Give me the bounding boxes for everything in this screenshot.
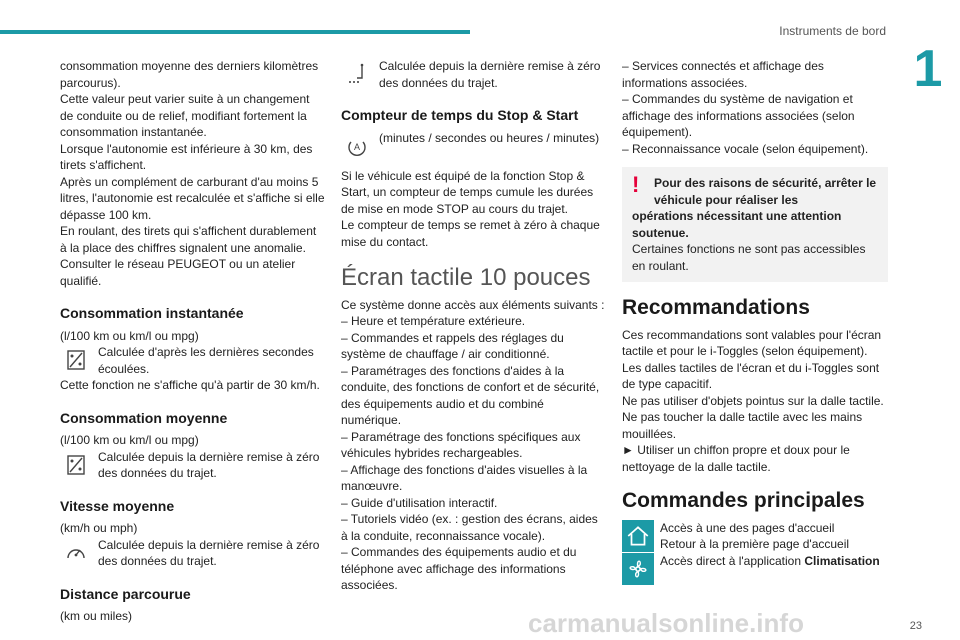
- icon-row: [622, 553, 888, 585]
- paragraph: ► Utiliser un chiffon propre et doux pour le nettoyage de la dalle tactile.: [622, 443, 850, 474]
- warning-heading: [632, 172, 878, 208]
- icon-row: [341, 130, 607, 162]
- home-line-2: Retour à la première page d'accueil: [660, 537, 850, 551]
- home-icon: [622, 520, 654, 552]
- clim-bold: Climatisation: [804, 553, 880, 568]
- icon-row: [60, 344, 326, 377]
- home-line-1: Accès à une des pages d'accueil: [660, 520, 835, 535]
- unit-text: (l/100 km ou km/l ou mpg): [60, 433, 199, 447]
- paragraph: Les dalles tactiles de l'écran et du i-Toggles sont de type capacitif.: [622, 360, 880, 391]
- icon-row: [341, 58, 607, 91]
- header-accent-bar: [0, 30, 470, 34]
- paragraph: Lorsque l'autonomie est inférieure à 30 km, des tirets s'affichent.: [60, 141, 313, 172]
- running-title: Instruments de bord: [779, 24, 886, 38]
- list-item: – Commandes du système de navigation et affichage des informations associées (selon équipement).: [622, 92, 855, 139]
- clim-prefix: Accès direct à l'application: [660, 553, 805, 568]
- paragraph: Cette valeur peut varier suite à un changement de conduite ou de relief, modifiant fortement la consommation instantanée.: [60, 92, 310, 139]
- icon-row: [60, 449, 326, 482]
- list-item: – Paramétrages des fonctions d'aides à la conduite, des fonctions de confort et de sécurité, des équipements audio et du combiné numérique.: [341, 363, 600, 427]
- column-1: [60, 58, 326, 625]
- paragraph: Le compteur de temps se remet à zéro à chaque mise du contact.: [341, 218, 600, 249]
- exclamation-icon: !: [632, 172, 640, 197]
- paragraph: En roulant, des tirets qui s'affichent durablement à la place des chiffres signalent une anomalie. Consulter le réseau PEUGEOT ou un atelier qualifié.: [60, 224, 317, 288]
- list-item: – Heure et température extérieure.: [341, 314, 526, 328]
- paragraph: Ne pas toucher la dalle tactile avec les mains mouillées.: [622, 410, 863, 441]
- warning-text: Certaines fonctions ne sont pas accessibles en roulant.: [632, 242, 866, 273]
- icon-row: [60, 537, 326, 570]
- list-item: – Commandes des équipements audio et du téléphone avec affichage des informations associées.: [341, 545, 577, 592]
- paragraph: consommation moyenne des derniers kilomètres parcourus).: [60, 59, 319, 90]
- column-3: [622, 58, 888, 585]
- description: Calculée d'après les dernières secondes écoulées.: [98, 345, 314, 376]
- unit-text: (km/h ou mph): [60, 521, 138, 535]
- description: [660, 553, 888, 570]
- fuel-consumption-icon: [60, 449, 92, 481]
- list-item: – Services connectés et affichage des informations associées.: [622, 59, 824, 90]
- list-item: – Tutoriels vidéo (ex. : gestion des écrans, aides à la conduite, reconnaissance vocale).: [341, 512, 598, 543]
- page-number: 23: [909, 620, 922, 632]
- section-title-stop-start: Compteur de temps du Stop & Start: [341, 107, 579, 123]
- warning-bold-continued: opérations nécessitant une attention soutenue.: [632, 209, 842, 240]
- watermark: carmanualsonline.info: [528, 608, 804, 638]
- paragraph: Après un complément de carburant d'au moins 5 litres, l'autonomie est recalculée et s'affiche si elle dépasse 100 km.: [60, 174, 325, 222]
- description: Calculée depuis la dernière remise à zéro des données du trajet.: [379, 59, 601, 90]
- warning-bold-line: Pour des raisons de sécurité, arrêter le véhicule pour réaliser les: [654, 176, 877, 207]
- column-2: [341, 58, 607, 594]
- section-title-touchscreen: Écran tactile 10 pouces: [341, 264, 591, 291]
- list-item: – Guide d'utilisation interactif.: [341, 495, 498, 510]
- icon-row: [622, 520, 888, 553]
- unit-text: (l/100 km ou km/l ou mpg): [60, 328, 199, 343]
- paragraph: Ce système donne accès aux éléments suivants :: [341, 297, 605, 312]
- unit-text: (km ou miles): [60, 609, 133, 623]
- speedometer-icon: [60, 537, 92, 569]
- svg-text:A: A: [353, 141, 361, 152]
- list-item: – Commandes et rappels des réglages du système de chauffage / air conditionné.: [341, 330, 564, 361]
- description: (minutes / secondes ou heures / minutes): [379, 130, 600, 145]
- chapter-number: 1: [896, 38, 960, 100]
- section-title-recommendations: Recommandations: [622, 296, 810, 319]
- fuel-consumption-icon: [60, 344, 92, 376]
- section-title-speed: Vitesse moyenne: [60, 497, 175, 514]
- list-item: – Affichage des fonctions d'aides visuelles à la manœuvre.: [341, 462, 588, 493]
- description: Calculée depuis la dernière remise à zéro des données du trajet.: [98, 537, 320, 568]
- list-item: – Paramétrage des fonctions spécifiques aux véhicules hybrides rechargeables.: [341, 429, 581, 460]
- stop-start-icon: [341, 130, 373, 162]
- section-title-instant: Consommation instantanée: [60, 305, 244, 321]
- safety-warning-box: [622, 167, 888, 282]
- paragraph: Ces recommandations sont valables pour l'écran tactile et pour le i-Toggles (selon équipement).: [622, 327, 882, 358]
- paragraph: Si le véhicule est équipé de la fonction Stop & Start, un compteur de temps cumule les durées de mise en mode STOP au cours du trajet.: [341, 168, 594, 216]
- paragraph: Ne pas utiliser d'objets pointus sur la dalle tactile.: [622, 393, 884, 408]
- description: Calculée depuis la dernière remise à zéro des données du trajet.: [98, 449, 320, 480]
- section-title-average: Consommation moyenne: [60, 409, 228, 426]
- section-title-distance: Distance parcourue: [60, 585, 191, 602]
- note: Cette fonction ne s'affiche qu'à partir de 30 km/h.: [60, 378, 320, 392]
- list-item: – Reconnaissance vocale (selon équipement).: [622, 141, 869, 156]
- section-title-main-controls: Commandes principales: [622, 489, 865, 512]
- distance-icon: [341, 58, 373, 90]
- fan-icon: [622, 553, 654, 585]
- description: [660, 520, 888, 553]
